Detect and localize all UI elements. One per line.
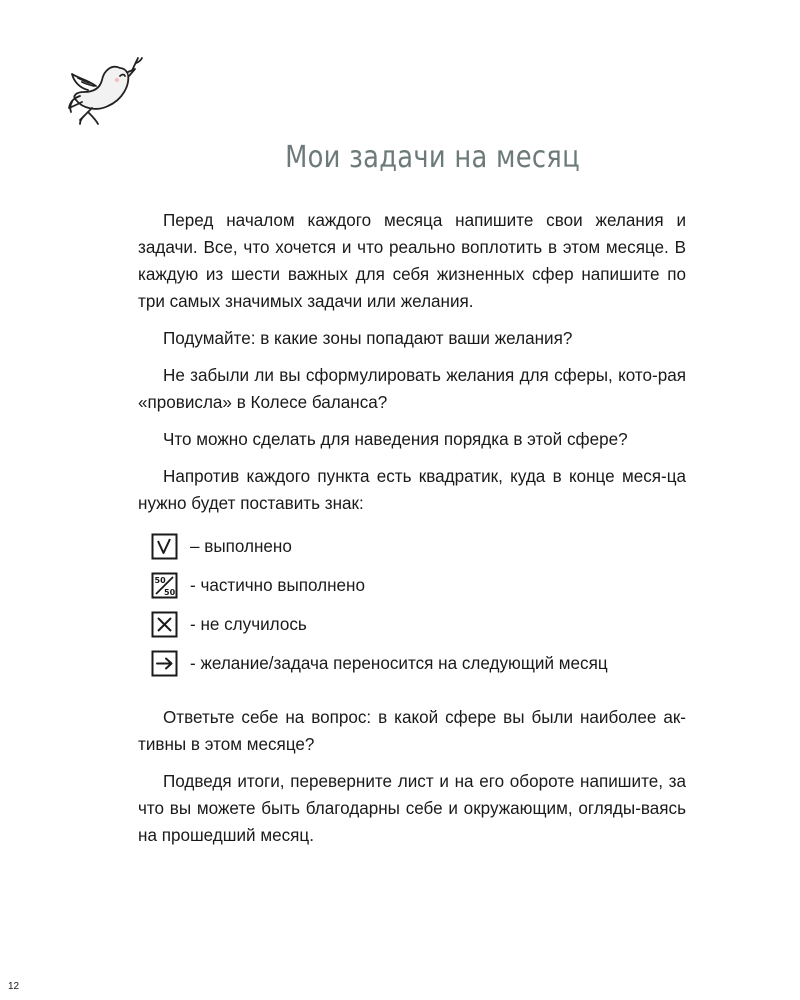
paragraph: Напротив каждого пункта есть квадратик, куда в конце меся-ца нужно будет поставить знак: (138, 467, 686, 513)
legend-item-not-done (151, 605, 686, 644)
check-box-icon (151, 533, 178, 560)
bird-illustration (62, 52, 144, 132)
legend-label: - не случилось (190, 615, 307, 634)
cross-box-icon (151, 611, 178, 638)
legend-label: - частично выполнено (190, 576, 366, 595)
paragraph: Ответьте себе на вопрос: в какой сфере вы были наиболее ак-тивны в этом месяце? (138, 708, 686, 754)
arrow-box-icon (151, 650, 178, 677)
svg-text:50: 50 (154, 576, 166, 585)
svg-text:50: 50 (164, 588, 176, 597)
page-number: 12 (8, 981, 20, 992)
legend-item-done (151, 527, 686, 566)
legend-item-moved (151, 644, 686, 683)
paragraph: Подумайте: в какие зоны попадают ваши желания? (163, 329, 573, 348)
paragraph: Перед началом каждого месяца напишите свои желания и задачи. Все, что хочется и что реально воплотить в этом месяце. В каждую из шести важных для себя жизненных сфер напишите по три самых значимых задачи или желания. (138, 211, 686, 311)
legend-item-partial (151, 566, 686, 605)
paragraph: Не забыли ли вы сформулировать желания для сферы, кото-рая «провисла» в Колесе баланса? (138, 366, 686, 412)
paragraph: Подведя итоги, переверните лист и на его обороте напишите, за что вы можете быть благодарны себе и окружающим, огляды-ваясь на прошедший месяц. (138, 772, 686, 845)
main-text (138, 207, 686, 859)
legend-label: – выполнено (190, 537, 292, 556)
page-title: Мои задачи на месяц (285, 140, 580, 175)
mark-legend (138, 527, 686, 683)
legend-label: - желание/задача переносится на следующий месяц (190, 654, 608, 673)
fifty-fifty-box-icon (151, 572, 178, 599)
paragraph: Что можно сделать для наведения порядка в этой сфере? (163, 430, 628, 449)
